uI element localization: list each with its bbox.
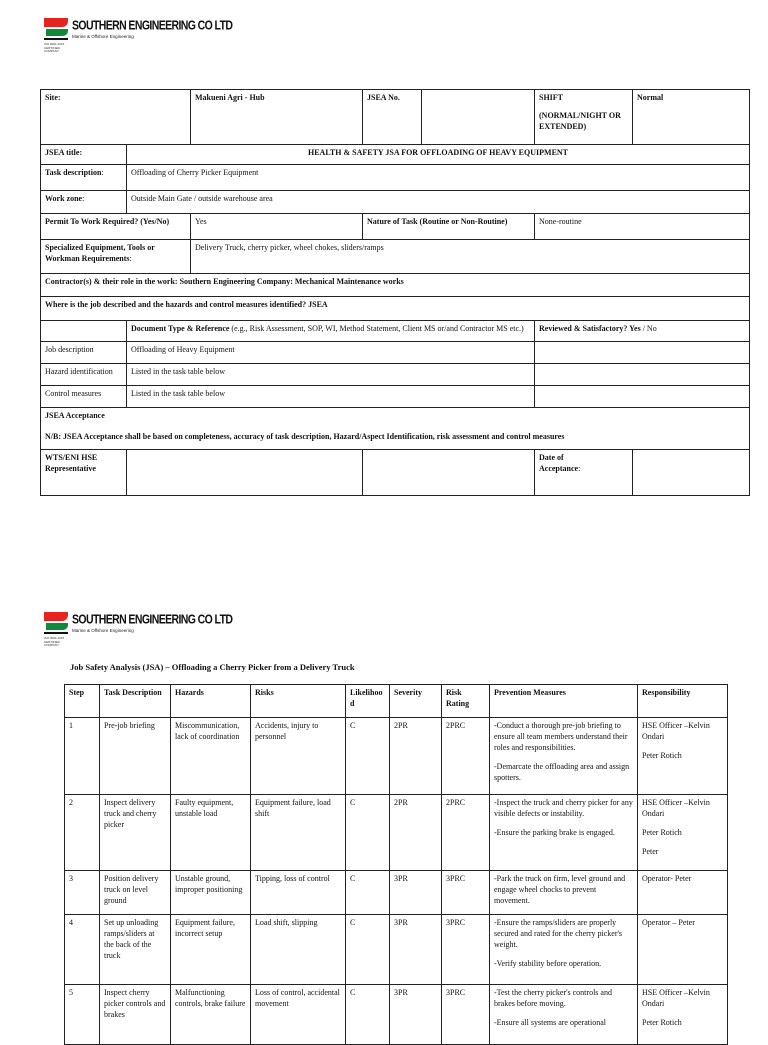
task-description-value: Offloading of Cherry Picker Equipment	[127, 165, 750, 191]
prevention-cell	[490, 871, 638, 915]
responsibility-item: HSE Officer –Kelvin Ondari	[642, 798, 710, 818]
equipment-label: Specialized Equipment, Tools or Workman Requirements	[45, 243, 155, 263]
logo-cert-text: ISO 9001:2015 CERTIFIED COMPANY	[44, 636, 65, 647]
prevention-cell	[490, 718, 638, 795]
col-header-prevention: Prevention Measures	[490, 685, 638, 718]
contractor-line: Contractor(s) & their role in the work: Southern Engineering Company: Mechanical Maintenance works	[41, 274, 750, 297]
severity-cell: 3PR	[390, 871, 442, 915]
responsibility-item: Peter	[642, 847, 659, 856]
date-label-line1: Date of	[539, 453, 564, 462]
site-label: Site:	[41, 90, 191, 145]
col-header-likelihood: Likelihood	[346, 685, 390, 718]
reviewed-label: Reviewed & Satisfactory? Yes	[539, 324, 641, 333]
prevention-item: -Demarcate the offloading area and assign spotters.	[494, 762, 630, 782]
risks-cell: Tipping, loss of control	[251, 871, 346, 915]
risks-cell: Accidents, injury to personnel	[251, 718, 346, 795]
task-cell: Pre-job briefing	[100, 718, 171, 795]
shift-options: (NORMAL/NIGHT OR EXTENDED)	[539, 111, 621, 131]
doc-type-hint: (e.g., Risk Assessment, SOP, WI, Method Statement, Client MS or/and Contractor MS etc.)	[229, 324, 524, 333]
task-description-label: Task description	[45, 168, 102, 177]
acceptance-cell	[41, 408, 750, 450]
responsibility-cell	[638, 718, 728, 795]
prevention-item: -Ensure all systems are operational	[494, 1018, 606, 1027]
company-name: SOUTHERN ENGINEERING CO LTD	[72, 612, 233, 627]
shift-value: Normal	[633, 90, 750, 145]
col-header-rating: Risk Rating	[442, 685, 490, 718]
nature-value: None-routine	[535, 214, 750, 240]
task-cell: Position delivery truck on level ground	[100, 871, 171, 915]
jsa-row	[65, 985, 728, 1045]
acceptance-note: N/B: JSEA Acceptance shall be based on completeness, accuracy of task description, Hazard/Aspect Identification, risk assessment and control measures	[45, 432, 565, 441]
date-field[interactable]	[633, 450, 750, 496]
equipment-label-cell	[41, 240, 191, 274]
jsea-header-form	[40, 89, 750, 496]
col-header-step: Step	[65, 685, 100, 718]
date-label-cell	[535, 450, 633, 496]
prevention-item: -Ensure the ramps/sliders are properly secured and rated for the cherry picker's weight.	[494, 918, 623, 949]
risks-cell: Load shift, slipping	[251, 915, 346, 985]
severity-cell: 2PR	[390, 795, 442, 871]
doc-row-value: Listed in the task table below	[127, 386, 535, 408]
jsa-row	[65, 915, 728, 985]
step-cell: 5	[65, 985, 100, 1045]
doc-row-label: Job description	[41, 342, 127, 364]
permit-label: Permit To Work Required? (Yes/No)	[41, 214, 191, 240]
risks-cell: Equipment failure, load shift	[251, 795, 346, 871]
where-line: Where is the job described and the hazards and control measures identified? JSEA	[41, 297, 750, 321]
logo-mark-icon	[44, 612, 68, 647]
work-zone-value: Outside Main Gate / outside warehouse area	[127, 191, 750, 214]
jsea-no-field[interactable]	[422, 90, 535, 145]
jsa-title: Job Safety Analysis (JSA) – Offloading a Cherry Picker from a Delivery Truck	[70, 662, 355, 672]
severity-cell: 2PR	[390, 718, 442, 795]
company-tagline: Marine & Offshore Engineering	[72, 34, 134, 39]
responsibility-cell	[638, 915, 728, 985]
work-zone-label: Work zone	[45, 194, 83, 203]
work-zone-colon: :	[82, 194, 85, 203]
task-description-label-cell	[41, 165, 127, 191]
reviewed-tail: / No	[640, 324, 657, 333]
doc-row-value: Offloading of Heavy Equipment	[127, 342, 535, 364]
jsa-table	[64, 684, 728, 1045]
jsa-row	[65, 718, 728, 795]
responsibility-cell	[638, 795, 728, 871]
responsibility-item: Operator- Peter	[642, 874, 692, 883]
doc-type-label: Document Type & Reference	[131, 324, 230, 333]
prevention-item: -Inspect the truck and cherry picker for any visible defects or instability.	[494, 798, 633, 818]
site-value: Makueni Agri - Hub	[191, 90, 363, 145]
hazards-cell: Miscommunication, lack of coordination	[171, 718, 251, 795]
prevention-item: -Conduct a thorough pre-job briefing to ensure all team members understand their roles and responsibilities.	[494, 721, 628, 752]
company-name: SOUTHERN ENGINEERING CO LTD	[72, 18, 233, 33]
logo-mark-icon	[44, 18, 68, 53]
col-header-severity: Severity	[390, 685, 442, 718]
likelihood-cell: C	[346, 795, 390, 871]
prevention-cell	[490, 915, 638, 985]
date-label-line2: Acceptance:	[539, 464, 581, 473]
prevention-cell	[490, 985, 638, 1045]
likelihood-cell: C	[346, 915, 390, 985]
equipment-value: Delivery Truck, cherry picker, wheel chokes, sliders/ramps	[191, 240, 750, 274]
prevention-item: -Verify stability before operation.	[494, 959, 602, 968]
task-cell: Inspect cherry picker controls and brakes	[100, 985, 171, 1045]
likelihood-cell: C	[346, 718, 390, 795]
responsibility-item: Peter Rotich	[642, 828, 682, 837]
likelihood-cell: C	[346, 985, 390, 1045]
jsea-title-label: JSEA title:	[41, 145, 127, 165]
responsibility-item: Peter Rotich	[642, 1018, 682, 1027]
jsa-row	[65, 871, 728, 915]
representative-sign-field[interactable]	[363, 450, 535, 496]
logo-cert-text: ISO 9001:2015 CERTIFIED COMPANY	[44, 42, 65, 53]
rating-cell: 3PRC	[442, 915, 490, 985]
nature-label: Nature of Task (Routine or Non-Routine)	[363, 214, 535, 240]
responsibility-item: Operator – Peter	[642, 918, 695, 927]
doc-row-value: Listed in the task table below	[127, 364, 535, 386]
company-logo	[44, 18, 233, 53]
hazards-cell: Equipment failure, incorrect setup	[171, 915, 251, 985]
representative-name-field[interactable]	[127, 450, 363, 496]
task-cell: Inspect delivery truck and cherry picker	[100, 795, 171, 871]
rating-cell: 2PRC	[442, 795, 490, 871]
hazards-cell: Faulty equipment, unstable load	[171, 795, 251, 871]
doc-row-label: Control measures	[41, 386, 127, 408]
company-tagline: Marine & Offshore Engineering	[72, 628, 134, 633]
hazards-cell: Malfunctioning controls, brake failure	[171, 985, 251, 1045]
doc-row-reviewed[interactable]	[535, 342, 750, 364]
prevention-item: -Park the truck on firm, level ground and engage wheel chocks to prevent movement.	[494, 874, 626, 905]
equipment-colon: :	[129, 254, 132, 263]
responsibility-item: Peter Rotich	[642, 751, 682, 760]
company-logo	[44, 612, 233, 647]
doc-type-header	[127, 321, 535, 342]
permit-value: Yes	[191, 214, 363, 240]
task-description-colon: :	[101, 168, 104, 177]
prevention-cell	[490, 795, 638, 871]
representative-label: WTS/ENI HSE Representative	[41, 450, 127, 496]
severity-cell: 3PR	[390, 985, 442, 1045]
rating-cell: 3PRC	[442, 985, 490, 1045]
col-header-responsibility: Responsibility	[638, 685, 728, 718]
doc-type-blank	[41, 321, 127, 342]
rating-cell: 3PRC	[442, 871, 490, 915]
responsibility-item: HSE Officer –Kelvin Ondari	[642, 988, 710, 1008]
step-cell: 4	[65, 915, 100, 985]
col-header-hazards: Hazards	[171, 685, 251, 718]
reviewed-header	[535, 321, 750, 342]
step-cell: 3	[65, 871, 100, 915]
doc-row-reviewed[interactable]	[535, 364, 750, 386]
hazards-cell: Unstable ground, improper positioning	[171, 871, 251, 915]
prevention-item: -Ensure the parking brake is engaged.	[494, 828, 615, 837]
responsibility-cell	[638, 985, 728, 1045]
step-cell: 2	[65, 795, 100, 871]
shift-label-cell	[535, 90, 633, 145]
task-cell: Set up unloading ramps/sliders at the back of the truck	[100, 915, 171, 985]
doc-row-reviewed[interactable]	[535, 386, 750, 408]
col-header-task: Task Description	[100, 685, 171, 718]
likelihood-cell: C	[346, 871, 390, 915]
step-cell: 1	[65, 718, 100, 795]
responsibility-item: HSE Officer –Kelvin Ondari	[642, 721, 710, 741]
rating-cell: 2PRC	[442, 718, 490, 795]
jsea-title-value: HEALTH & SAFETY JSA FOR OFFLOADING OF HEAVY EQUIPMENT	[127, 145, 750, 165]
jsa-row	[65, 795, 728, 871]
doc-row-label: Hazard identification	[41, 364, 127, 386]
responsibility-cell	[638, 871, 728, 915]
jsa-header-row	[65, 685, 728, 718]
jsea-no-label: JSEA No.	[363, 90, 422, 145]
col-header-risks: Risks	[251, 685, 346, 718]
prevention-item: -Test the cherry picker's controls and brakes before moving.	[494, 988, 612, 1008]
risks-cell: Loss of control, accidental movement	[251, 985, 346, 1045]
acceptance-title: JSEA Acceptance	[45, 411, 105, 420]
severity-cell: 3PR	[390, 915, 442, 985]
work-zone-label-cell	[41, 191, 127, 214]
shift-label: SHIFT	[539, 93, 564, 102]
